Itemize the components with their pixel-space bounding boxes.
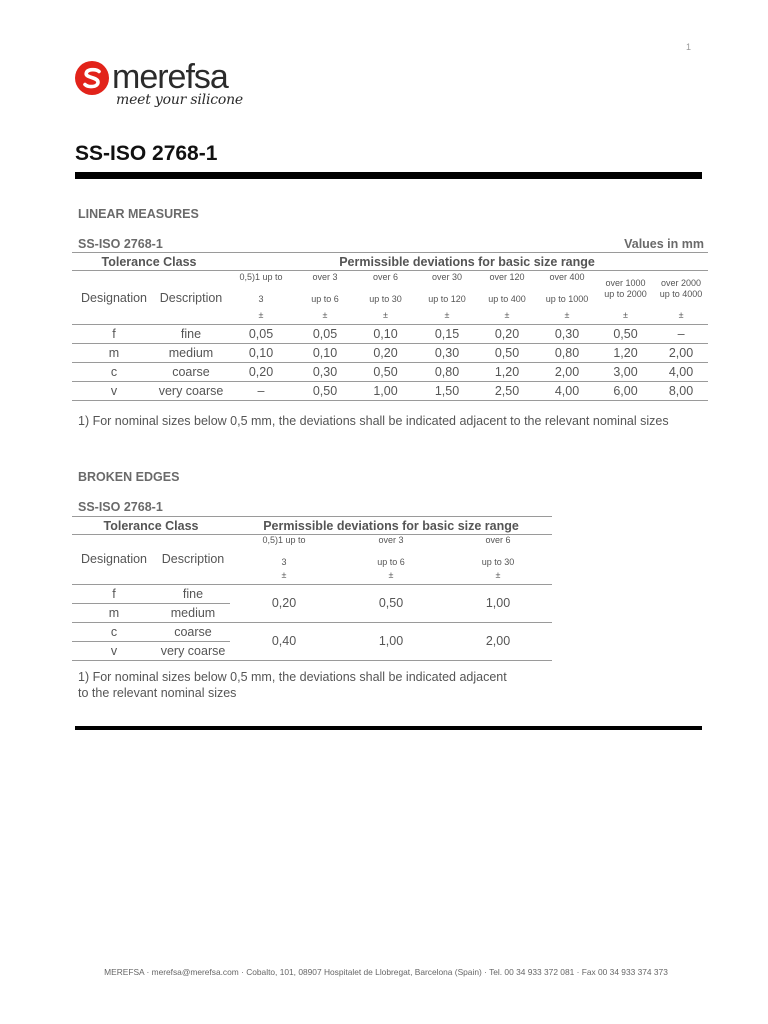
value-cell: 0,10 [373, 327, 398, 341]
range-header: over 120 up to 400 [488, 272, 526, 305]
description-cell: fine [156, 584, 230, 603]
designation-cell: m [108, 346, 120, 360]
description-header: Description [161, 552, 225, 567]
broken-edges-footnote [78, 669, 538, 701]
broken-edges-table [72, 516, 552, 661]
value-cell: 1,20 [613, 346, 638, 360]
value-cell: 0,05 [312, 327, 338, 341]
value-cell: 8,00 [668, 384, 694, 398]
designation-header: Designation [80, 552, 147, 567]
range-header: 0,5)1 up to 3 [239, 272, 283, 305]
value-cell: 0,20 [373, 346, 398, 360]
value-cell: 2,00 [668, 346, 694, 360]
table-row [72, 363, 708, 382]
description-cell: coarse [156, 622, 230, 641]
value-cell: 0,50 [338, 584, 444, 622]
value-cell: 1,00 [444, 584, 552, 622]
value-cell: 1,00 [373, 384, 398, 398]
value-cell: 0,30 [434, 346, 460, 360]
units-label: Values in mm [624, 237, 704, 251]
range-header: over 400 up to 1000 [545, 272, 589, 305]
document-title: SS-ISO 2768-1 [75, 142, 218, 165]
value-cell: 4,00 [554, 384, 580, 398]
plus-minus-sign: ± [383, 309, 388, 320]
designation-cell: m [72, 603, 156, 622]
value-cell: 0,20 [248, 365, 274, 379]
plus-minus-sign: ± [388, 570, 394, 581]
value-cell: 1,00 [338, 622, 444, 660]
range-header: over 3 up to 6 [377, 535, 405, 567]
value-cell: 0,50 [312, 384, 338, 398]
plus-minus-sign: ± [281, 570, 287, 581]
permissible-deviations-header: Permissible deviations for basic size range [339, 254, 595, 269]
value-cell: 3,00 [613, 365, 638, 379]
broken-table-caption: SS-ISO 2768-1 [78, 500, 163, 514]
description-cell: fine [180, 327, 202, 341]
designation-cell: f [112, 327, 116, 341]
range-header: 0,5)1 up to 3 [262, 535, 306, 567]
value-cell: – [677, 327, 685, 341]
plus-minus-sign: ± [495, 570, 501, 581]
value-cell: 0,50 [494, 346, 520, 360]
table-row [72, 622, 552, 641]
plus-minus-sign: ± [322, 309, 328, 320]
bottom-divider [75, 726, 702, 730]
value-cell: 0,10 [312, 346, 338, 360]
value-cell: 0,15 [434, 327, 460, 341]
page-number: 1 [686, 42, 692, 52]
description-cell: medium [168, 346, 214, 360]
description-cell: medium [156, 603, 230, 622]
table-row [72, 584, 552, 603]
range-header: over 3 up to 6 [311, 272, 339, 305]
designation-cell: f [72, 584, 156, 603]
value-cell: 2,00 [444, 622, 552, 660]
value-cell: 6,00 [613, 384, 638, 398]
designation-cell: v [110, 384, 118, 398]
description-cell: coarse [172, 365, 210, 379]
value-cell: 1,50 [434, 384, 460, 398]
value-cell: 1,20 [494, 365, 520, 379]
range-header: over 2000 up to 4000 [659, 277, 703, 299]
description-cell: very coarse [156, 641, 230, 660]
description-cell: very coarse [158, 384, 224, 398]
value-cell: 0,30 [554, 327, 580, 341]
value-cell: 2,50 [494, 384, 520, 398]
description-header: Description [159, 290, 223, 305]
plus-minus-sign: ± [678, 309, 684, 320]
value-cell: 2,00 [554, 365, 580, 379]
title-divider [75, 172, 702, 179]
value-cell: 0,50 [613, 327, 638, 341]
permissible-deviations-header: Permissible deviations for basic size range [263, 518, 519, 533]
merefsa-s-logo-icon [74, 60, 110, 96]
plus-minus-sign: ± [564, 309, 570, 320]
range-header: over 30 up to 120 [428, 272, 466, 305]
plus-minus-sign: ± [258, 309, 264, 320]
value-cell: 0,10 [248, 346, 274, 360]
linear-table-caption: SS-ISO 2768-1 [78, 237, 163, 251]
table-row [72, 344, 708, 363]
value-cell: – [257, 384, 265, 398]
value-cell: 0,40 [230, 622, 338, 660]
table-row [72, 382, 708, 401]
logo-wordmark: merefsa [112, 58, 228, 96]
value-cell: 4,00 [668, 365, 694, 379]
table-row [72, 325, 708, 344]
linear-tolerance-table [72, 252, 708, 401]
linear-measures-heading: LINEAR MEASURES [78, 207, 199, 221]
value-cell: 0,30 [312, 365, 338, 379]
designation-cell: v [72, 641, 156, 660]
value-cell: 0,20 [494, 327, 520, 341]
plus-minus-sign: ± [504, 309, 510, 320]
plus-minus-sign: ± [623, 309, 628, 320]
merefsa-logo [74, 58, 274, 114]
footnote-line: to the relevant nominal sizes [78, 686, 237, 700]
tolerance-class-header: Tolerance Class [103, 518, 199, 533]
range-header: over 6 up to 30 [481, 535, 515, 567]
value-cell: 0,50 [373, 365, 398, 379]
footnote-line: 1) For nominal sizes below 0,5 mm, the deviations shall be indicated adjacent [78, 670, 507, 684]
page-footer: MEREFSA · merefsa@merefsa.com · Cobalto, 101, 08907 Hospitalet de Llobregat, Barcelona (Spain) · Tel. 00 34 933 372 081 · Fax 00 34 933 374 373 [104, 967, 668, 977]
designation-cell: c [72, 622, 156, 641]
plus-minus-sign: ± [444, 309, 450, 320]
range-header: over 6 up to 30 [369, 272, 402, 305]
value-cell: 0,20 [230, 584, 338, 622]
designation-cell: c [110, 365, 118, 379]
range-header: over 1000 up to 2000 [604, 277, 647, 299]
value-cell: 0,80 [554, 346, 580, 360]
value-cell: 0,05 [248, 327, 274, 341]
value-cell: 0,80 [434, 365, 460, 379]
tolerance-class-header: Tolerance Class [101, 254, 197, 269]
broken-edges-heading: BROKEN EDGES [78, 470, 180, 484]
logo-tagline: meet your silicone [116, 92, 244, 108]
designation-header: Designation [80, 290, 147, 305]
linear-footnote: 1) For nominal sizes below 0,5 mm, the deviations shall be indicated adjacent to the relevant nominal sizes [78, 414, 669, 428]
